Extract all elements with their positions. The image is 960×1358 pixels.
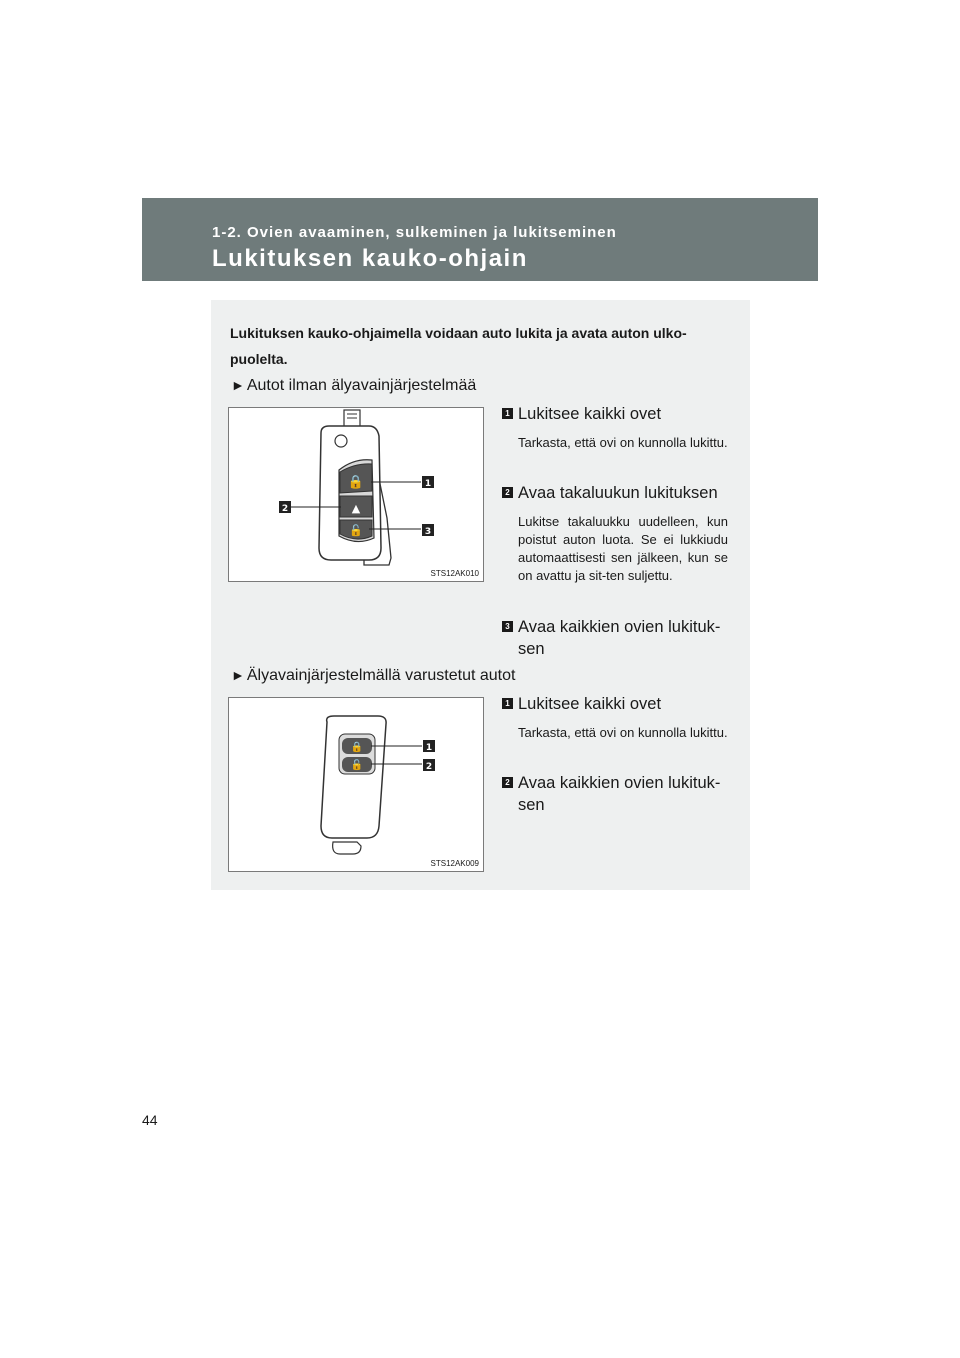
legend-item: 1 Lukitsee kaikki ovet Tarkasta, että ovi on kunnolla lukittu. bbox=[502, 403, 728, 452]
svg-text:🔒: 🔒 bbox=[347, 475, 365, 490]
number-badge: 1 bbox=[502, 698, 513, 709]
svg-text:🔓: 🔓 bbox=[349, 524, 363, 537]
svg-text:🔓: 🔓 bbox=[350, 760, 364, 771]
number-badge: 3 bbox=[502, 621, 513, 632]
item-description: Tarkasta, että ovi on kunnolla lukittu. bbox=[518, 725, 728, 740]
intro-text: Lukituksen kauko-ohjaimella voidaan auto lukita ja avata auton ulko-puolelta. bbox=[230, 325, 687, 367]
arrow-icon: ► bbox=[231, 377, 245, 393]
flip-key-drawing bbox=[229, 408, 483, 581]
svg-text:2: 2 bbox=[281, 504, 289, 514]
svg-text:3: 3 bbox=[424, 527, 432, 537]
page-number: 44 bbox=[142, 1112, 158, 1128]
svg-text:🔒: 🔒 bbox=[350, 742, 364, 753]
svg-text:1: 1 bbox=[424, 479, 432, 489]
smart-key-drawing bbox=[229, 698, 483, 871]
item-description: Lukitse takaluukku uudelleen, kun poistut auton luota. Se ei lukkiudu automaattisesti sen jälkeen, kun se on avattu ja sit-ten suljettu. bbox=[518, 514, 728, 583]
image-code: STS12AK009 bbox=[430, 859, 479, 868]
image-code: STS12AK010 bbox=[430, 569, 479, 578]
item-description: Tarkasta, että ovi on kunnolla lukittu. bbox=[518, 435, 728, 450]
subsection-heading-smart-key: ► Älyavainjärjestelmällä varustetut autot bbox=[231, 667, 516, 684]
number-badge: 1 bbox=[502, 408, 513, 419]
chapter-header bbox=[142, 198, 818, 281]
content-panel bbox=[211, 300, 750, 890]
legend-item: 2 Avaa takaluukun lukituksen Lukitse takaluukku uudelleen, kun poistut auton luota. Se ei lukkiudu automaattisesti sen jälkeen, kun se on avattu ja sit-ten suljettu. bbox=[502, 482, 728, 585]
smart-key-illustration bbox=[228, 697, 484, 872]
remote-key-illustration bbox=[228, 407, 484, 582]
number-badge: 2 bbox=[502, 487, 513, 498]
legend-item: 3 Avaa kaikkien ovien lukituk-sen bbox=[502, 616, 728, 660]
legend-item: 1 Lukitsee kaikki ovet Tarkasta, että ovi on kunnolla lukittu. bbox=[502, 693, 728, 742]
svg-text:2: 2 bbox=[425, 762, 433, 772]
number-badge: 2 bbox=[502, 777, 513, 788]
legend-item: 2 Avaa kaikkien ovien lukituk-sen bbox=[502, 772, 728, 816]
svg-text:1: 1 bbox=[425, 743, 433, 753]
page-title: Lukituksen kauko-ohjain bbox=[212, 245, 528, 272]
section-label: 1-2. Ovien avaaminen, sulkeminen ja lukitseminen bbox=[212, 224, 617, 241]
arrow-icon: ► bbox=[231, 667, 245, 683]
subsection-heading-no-smart-key: ► Autot ilman älyavainjärjestelmää bbox=[231, 377, 477, 394]
svg-text:▲: ▲ bbox=[351, 502, 361, 515]
